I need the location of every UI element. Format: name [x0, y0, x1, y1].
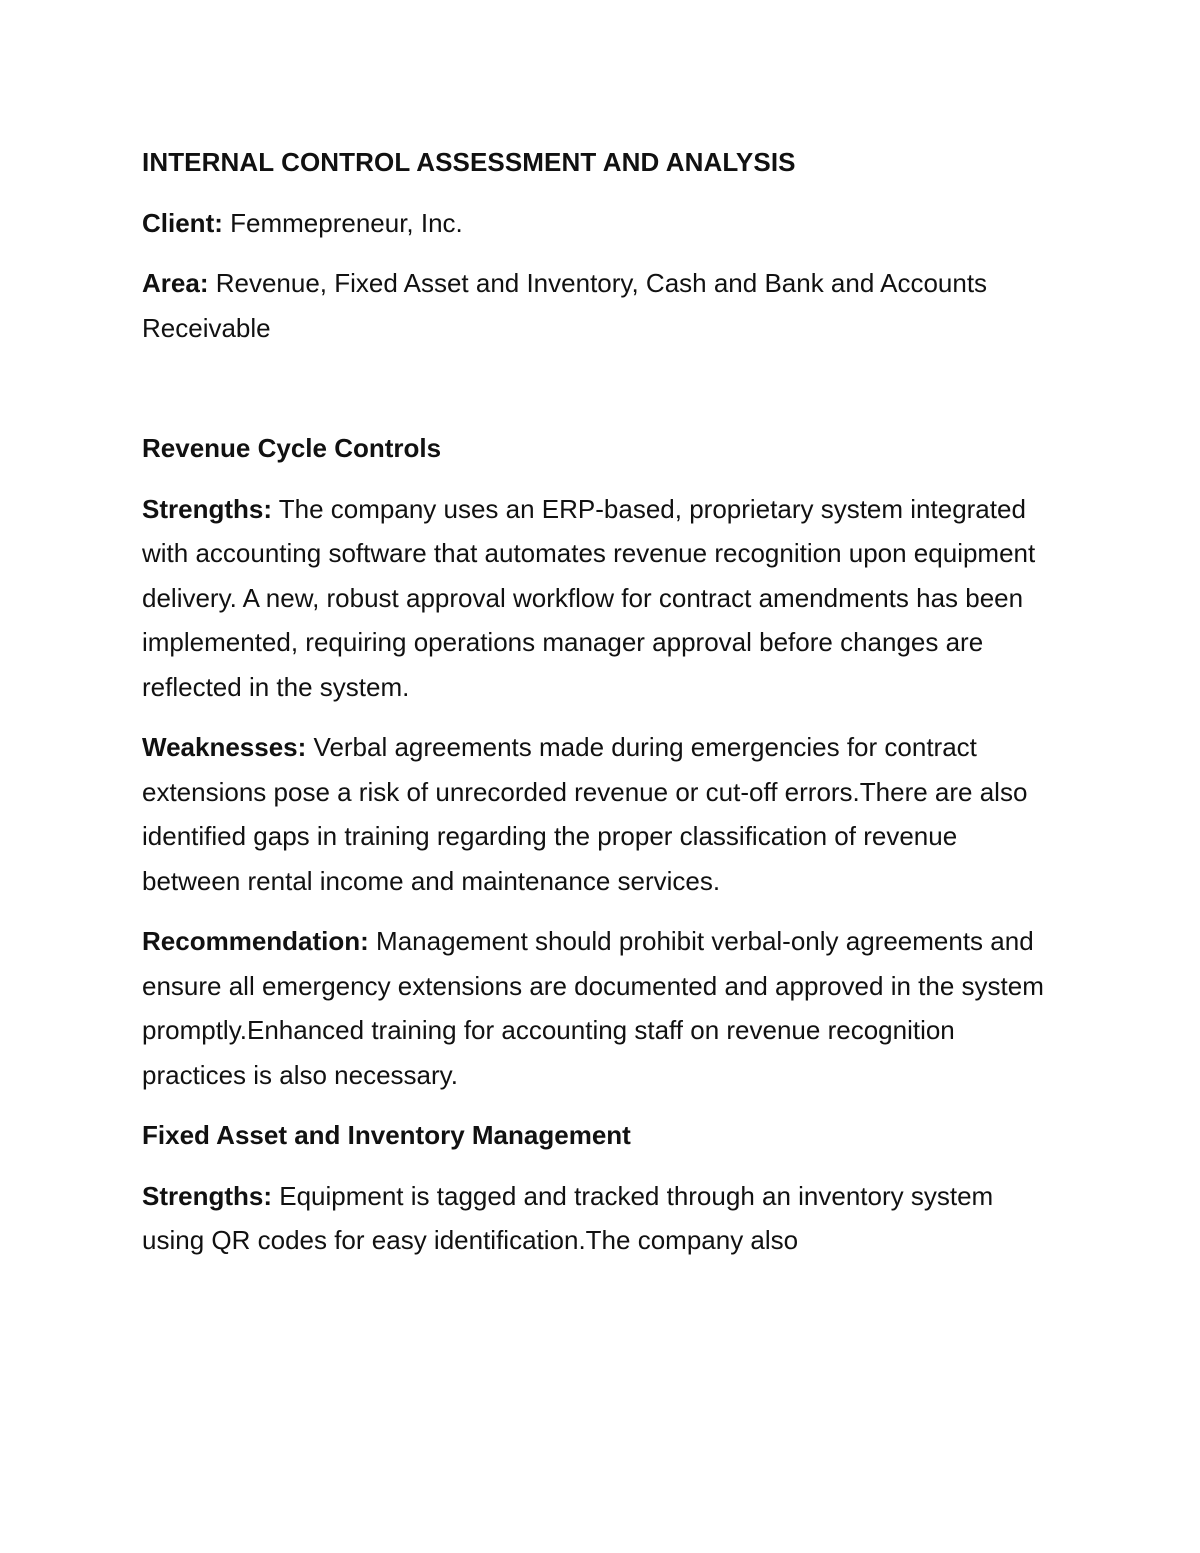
strengths-label: Strengths: [142, 1180, 272, 1211]
client-line [142, 201, 1062, 246]
revenue-strengths-paragraph [142, 487, 1062, 710]
document-title: INTERNAL CONTROL ASSESSMENT AND ANALYSIS [142, 147, 796, 177]
revenue-weaknesses-paragraph [142, 725, 1062, 903]
document-page [142, 140, 1062, 1279]
strengths-text: The company uses an ERP-based, proprietary system integrated with accounting software that automates revenue recognition upon equipment delivery. A new, robust approval workflow for contract amendments has been implemented, requiring operations manager approval before changes are reflected in the system. [142, 493, 1036, 702]
revenue-recommendation-paragraph [142, 919, 1062, 1097]
area-value: Revenue, Fixed Asset and Inventory, Cash and Bank and Accounts Receivable [142, 268, 988, 343]
area-line [142, 261, 1062, 350]
recommendation-text: Management should prohibit verbal-only agreements and ensure all emergency extensions are documented and approved in the system promptly.Enhanced training for accounting staff on revenue recognition practices is also necessary. [142, 926, 1044, 1090]
strengths-label: Strengths: [142, 493, 272, 524]
area-label: Area: [142, 268, 209, 298]
weaknesses-label: Weaknesses: [142, 732, 307, 762]
fixed-asset-strengths-paragraph [142, 1174, 1062, 1263]
strengths-text: Equipment is tagged and tracked through an inventory system using QR codes for easy identification.The company also [142, 1180, 994, 1255]
client-label: Client: [142, 207, 223, 238]
section-heading-fixed-asset: Fixed Asset and Inventory Management [142, 1120, 631, 1150]
section-heading-revenue: Revenue Cycle Controls [142, 433, 442, 463]
client-value: Femmepreneur, Inc. [230, 207, 463, 238]
weaknesses-text: Verbal agreements made during emergencies for contract extensions pose a risk of unrecorded revenue or cut-off errors.There are also identified gaps in training regarding the proper classification of revenue between rental income and maintenance services. [142, 732, 1028, 896]
recommendation-label: Recommendation: [142, 926, 369, 956]
